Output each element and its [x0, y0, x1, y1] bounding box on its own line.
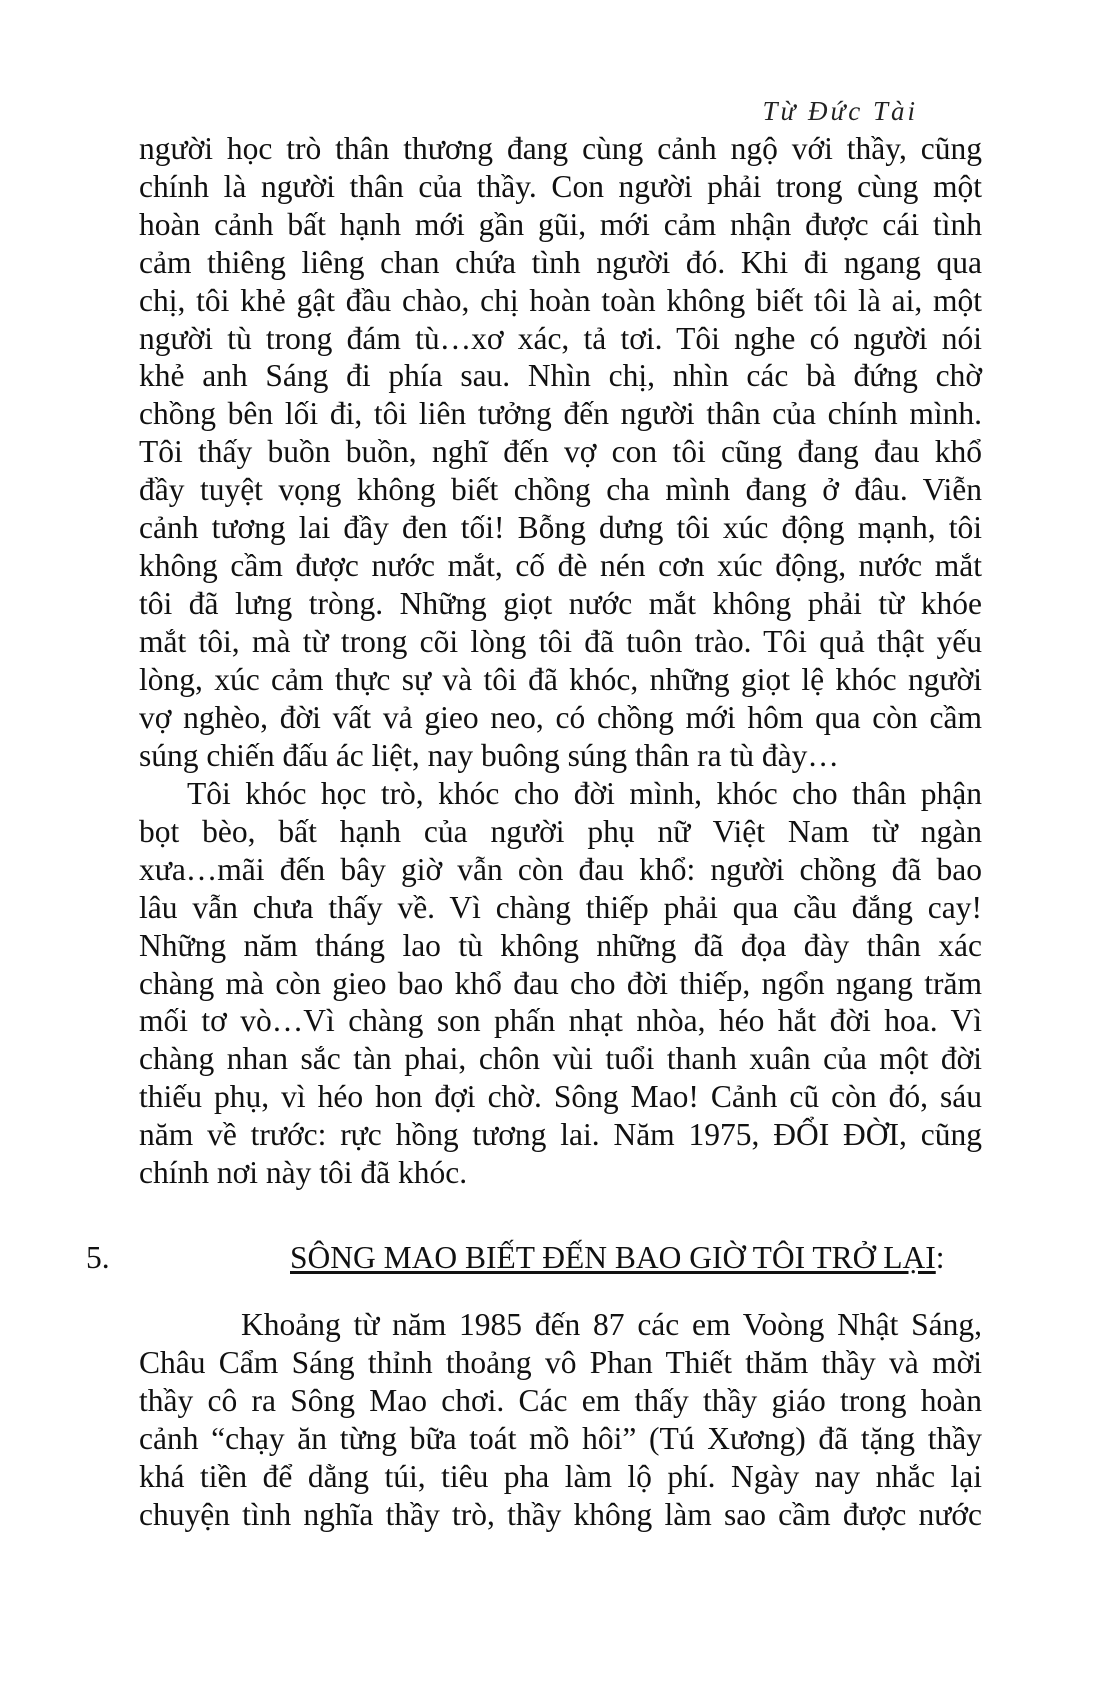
text-line: xưa…mãi đến bây giờ vẫn còn đau khổ: người chồng đã bao	[139, 851, 982, 887]
text-line: năm về trước: rực hồng tương lai. Năm 1975, ĐỔI ĐỜI, cũng	[139, 1117, 982, 1153]
text-line: người tù trong đám tù…xơ xác, tả tơi. Tôi nghe có người nói	[139, 320, 982, 356]
text-line: Tôi khóc học trò, khóc cho đời mình, khóc cho thân phận	[187, 776, 982, 811]
text-line: chính là người thân của thầy. Con người phải trong cùng một	[139, 168, 982, 204]
paragraph-3	[139, 1306, 982, 1533]
section-number: 5.	[86, 1240, 110, 1275]
text-line: cảm thiêng liêng chan chứa tình người đó. Khi đi ngang qua	[139, 244, 982, 280]
text-line: mắt tôi, mà từ trong cõi lòng tôi đã tuôn trào. Tôi quả thật yếu	[139, 623, 982, 659]
section-title-text: SÔNG MAO BIẾT ĐẾN BAO GIỜ TÔI TRỞ LẠI	[290, 1240, 936, 1275]
text-line: chàng nhan sắc tàn phai, chôn vùi tuổi thanh xuân của một đời	[139, 1041, 982, 1077]
text-line: thầy cô ra Sông Mao chơi. Các em thấy thầy giáo trong hoàn	[139, 1382, 982, 1418]
text-line: chồng bên lối đi, tôi liên tưởng đến người thân của chính mình.	[139, 396, 982, 432]
text-line: Tôi thấy buồn buồn, nghĩ đến vợ con tôi cũng đang đau khổ	[139, 434, 982, 470]
text-line: hoàn cảnh bất hạnh mới gần gũi, mới cảm nhận được cái tình	[139, 206, 982, 242]
text-line: khá tiền để dằng túi, tiêu pha làm lộ phí. Ngày nay nhắc lại	[139, 1458, 982, 1494]
paragraph-2	[139, 775, 982, 1192]
text-line: Khoảng từ năm 1985 đến 87 các em Voòng Nhật Sáng,	[241, 1307, 982, 1342]
text-line: khẻ anh Sáng đi phía sau. Nhìn chị, nhìn các bà đứng chờ	[139, 358, 982, 394]
text-line: không cầm được nước mắt, cố đè nén cơn xúc động, nước mắt	[139, 547, 982, 583]
section-title-suffix: :	[935, 1240, 945, 1275]
text-line: chàng mà còn gieo bao khổ đau cho đời thiếp, ngổn ngang trăm	[139, 965, 982, 1001]
text-line: tôi đã lưng tròng. Những giọt nước mắt không phải từ khóe	[139, 585, 982, 621]
text-line: chính nơi này tôi đã khóc.	[139, 1155, 468, 1191]
text-line: cảnh “chạy ăn từng bữa toát mồ hôi” (Tú Xương) đã tặng thầy	[139, 1420, 982, 1456]
text-line: chuyện tình nghĩa thầy trò, thầy không làm sao cầm được nước	[139, 1496, 982, 1532]
text-line: đầy tuyệt vọng không biết chồng cha mình đang ở đâu. Viễn	[139, 472, 982, 508]
running-header: Từ Đức Tài	[762, 96, 918, 126]
text-line: Châu Cẩm Sáng thỉnh thoảng vô Phan Thiết thăm thầy và mời	[139, 1344, 982, 1380]
text-line: lòng, xúc cảm thực sự và tôi đã khóc, những giọt lệ khóc người	[139, 661, 982, 697]
text-line: Những năm tháng lao tù không những đã đọa đày thân xác	[139, 927, 982, 963]
section-title	[290, 1239, 945, 1277]
text-line: mối tơ vò…Vì chàng son phấn nhạt nhòa, héo hắt đời hoa. Vì	[139, 1003, 982, 1039]
paragraph-1	[139, 130, 982, 774]
text-line: cảnh tương lai đầy đen tối! Bỗng dưng tôi xúc động mạnh, tôi	[139, 510, 982, 546]
text-line: bọt bèo, bất hạnh của người phụ nữ Việt Nam từ ngàn	[139, 813, 982, 849]
text-line: chị, tôi khẻ gật đầu chào, chị hoàn toàn không biết tôi là ai, một	[139, 282, 982, 318]
text-line: vợ nghèo, đời vất vả gieo neo, có chồng mới hôm qua còn cầm	[139, 699, 982, 735]
text-line: súng chiến đấu ác liệt, nay buông súng thân ra tù đày…	[139, 737, 839, 773]
text-line: người học trò thân thương đang cùng cảnh ngộ với thầy, cũng	[139, 131, 982, 166]
text-line: thiếu phụ, vì héo hon đợi chờ. Sông Mao! Cảnh cũ còn đó, sáu	[139, 1079, 982, 1115]
text-line: lâu vẫn chưa thấy về. Vì chàng thiếp phải qua cầu đắng cay!	[139, 889, 982, 925]
